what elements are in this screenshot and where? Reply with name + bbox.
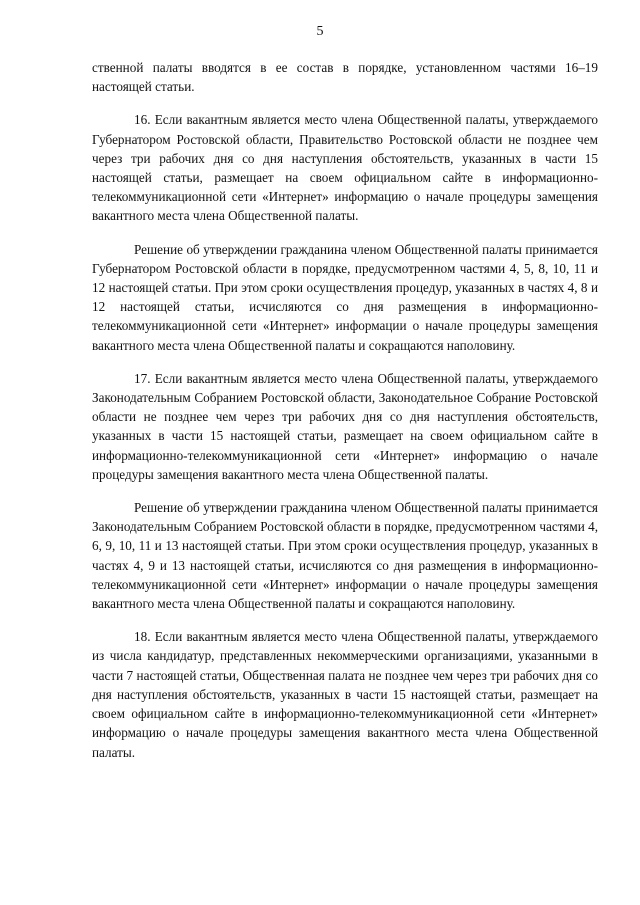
paragraph-16-decision: Решение об утверждении гражданина членом Общественной палаты принимается Губернатором Ростовской области в порядке, предусмотренном частями 4, 5, 8, 10, 11 и 12 настоящей статьи. При этом сроки осуществления процедур, указанных в частях 4, 8 и 12 настоящей статьи, исчисляются со дня размещения в информационно-телекоммуникационной сети «Интернет» информации о начале процедуры замещения вакантного места члена Общественной палаты и сокращаются наполовину.: [92, 241, 598, 353]
document-body: [92, 58, 598, 776]
paragraph-16: 16. Если вакантным является место члена Общественной палаты, утверждаемого Губернатором Ростовской области, Правительство Ростовской области не позднее чем через три рабочих дня со дня наступления обстоятельств, указанных в части 15 настоящей статьи, размещает на своем официальном сайте в информационно-телекоммуникационной сети «Интернет» информацию о начале процедуры замещения вакантного места члена Общественной палаты.: [92, 112, 598, 224]
paragraph-continuation: ственной палаты вводятся в ее состав в порядке, установленном частями 16–19 настоящей статьи.: [92, 60, 598, 95]
paragraph-17: 17. Если вакантным является место члена Общественной палаты, утверждаемого Законодательным Собранием Ростовской области, Законодательное Собрание Ростовской области не позднее чем через три рабочих дня со дня наступления обстоятельств, указанных в части 15 настоящей статьи, размещает на своем официальном сайте в информационно-телекоммуникационной сети «Интернет» информацию о начале процедуры замещения вакантного места члена Общественной палаты.: [92, 370, 598, 482]
page-number: 5: [316, 24, 324, 39]
paragraph-17-decision: Решение об утверждении гражданина членом Общественной палаты принимается Законодательным Собранием Ростовской области в порядке, предусмотренном частями 4, 6, 9, 10, 11 и 13 настоящей статьи. При этом сроки осуществления процедур, указанных в частях 4, 9 и 13 настоящей статьи, исчисляются со дня размещения в информационно-телекоммуникационной сети «Интернет» информации о начале процедуры замещения вакантного места члена Общественной палаты и сокращаются наполовину.: [92, 500, 598, 612]
paragraph-18: 18. Если вакантным является место члена Общественной палаты, утверждаемого из числа кандидатур, представленных некоммерческими организациями, указанными в части 7 настоящей статьи, Общественная палата не позднее чем через три рабочих дня со дня наступления обстоятельств, указанных в части 15 настоящей статьи, размещает на своем официальном сайте в информационно-телекоммуникационной сети «Интернет» информацию о начале процедуры замещения вакантного места члена Общественной палаты.: [92, 629, 598, 760]
